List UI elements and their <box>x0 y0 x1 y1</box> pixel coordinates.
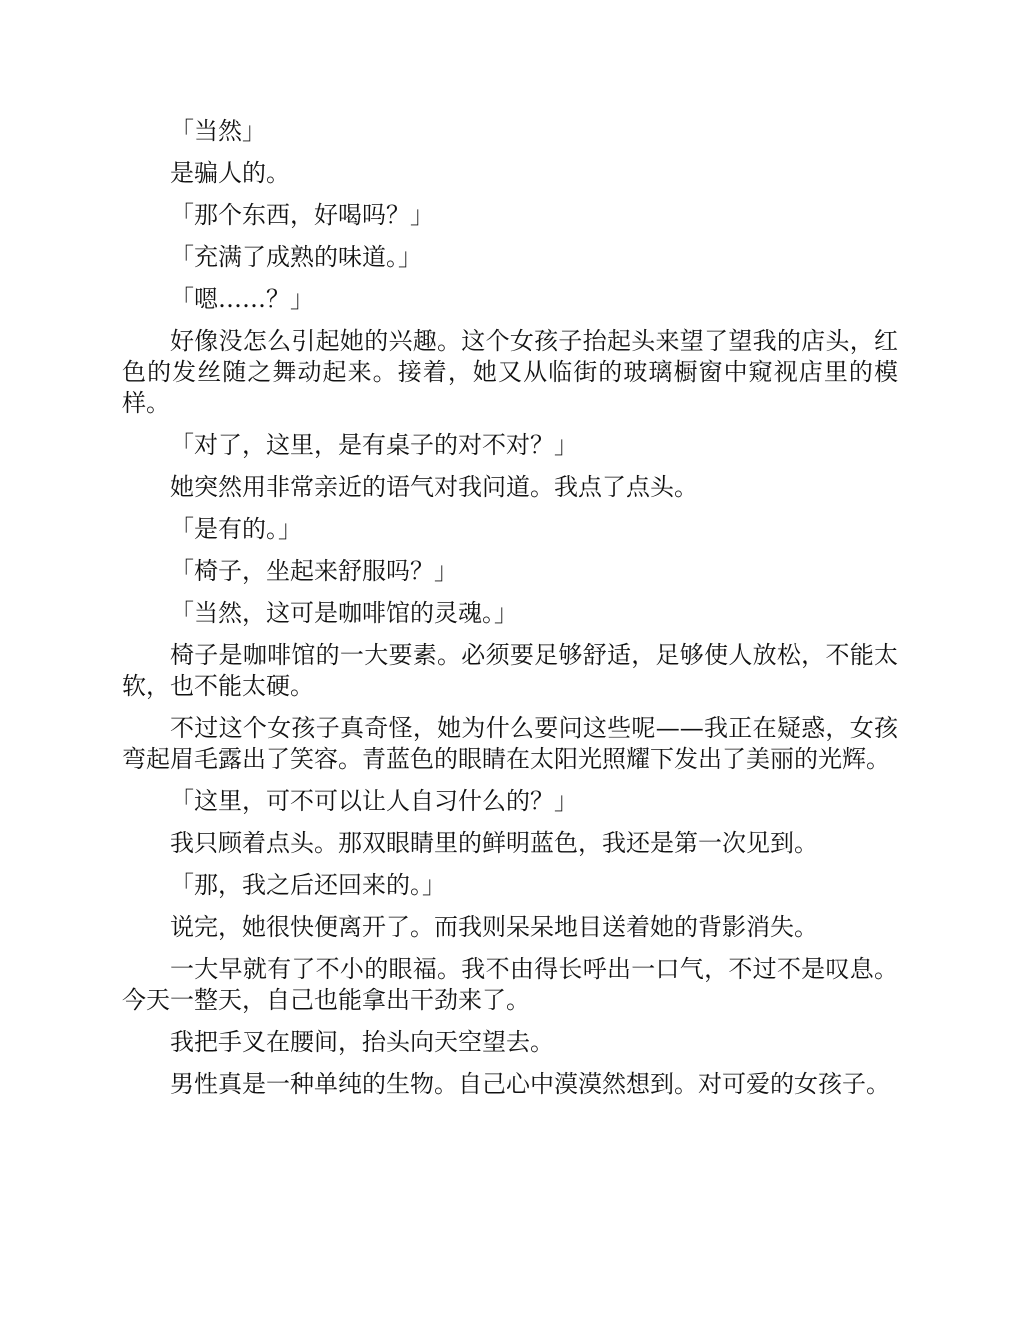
paragraph: 椅子是咖啡馆的一大要素。必须要足够舒适，足够使人放松，不能太软，也不能太硬。 <box>122 641 898 700</box>
paragraph: 男性真是一种单纯的生物。自己心中漠漠然想到。对可爱的女孩子。 <box>170 1070 890 1098</box>
paragraph: 「当然」 <box>170 117 266 145</box>
paragraph: 说完，她很快便离开了。而我则呆呆地目送着她的背影消失。 <box>170 913 818 941</box>
paragraph: 「是有的。」 <box>170 515 302 543</box>
paragraph: 「椅子，坐起来舒服吗？」 <box>170 557 458 585</box>
paragraph: 「那个东西，好喝吗？」 <box>170 201 434 229</box>
document-page <box>122 116 898 1111</box>
paragraph: 我把手叉在腰间，抬头向天空望去。 <box>170 1028 554 1056</box>
paragraph: 一大早就有了不小的眼福。我不由得长呼出一口气，不过不是叹息。今天一整天，自己也能拿出干劲来了。 <box>122 955 898 1014</box>
paragraph: 「这里，可不可以让人自习什么的？」 <box>170 787 578 815</box>
paragraph: 她突然用非常亲近的语气对我问道。我点了点头。 <box>170 473 698 501</box>
paragraph: 好像没怎么引起她的兴趣。这个女孩子抬起头来望了望我的店头，红色的发丝随之舞动起来。接着，她又从临街的玻璃橱窗中窥视店里的模样。 <box>122 327 898 417</box>
paragraph: 是骗人的。 <box>170 159 290 187</box>
paragraph: 「充满了成熟的味道。」 <box>170 243 422 271</box>
paragraph: 「当然，这可是咖啡馆的灵魂。」 <box>170 599 518 627</box>
paragraph: 「嗯……？」 <box>170 285 314 313</box>
paragraph: 「那，我之后还回来的。」 <box>170 871 446 899</box>
paragraph: 我只顾着点头。那双眼睛里的鲜明蓝色，我还是第一次见到。 <box>170 829 818 857</box>
paragraph: 「对了，这里，是有桌子的对不对？」 <box>170 431 578 459</box>
paragraph: 不过这个女孩子真奇怪，她为什么要问这些呢——我正在疑惑，女孩弯起眉毛露出了笑容。青蓝色的眼睛在太阳光照耀下发出了美丽的光辉。 <box>122 714 898 773</box>
